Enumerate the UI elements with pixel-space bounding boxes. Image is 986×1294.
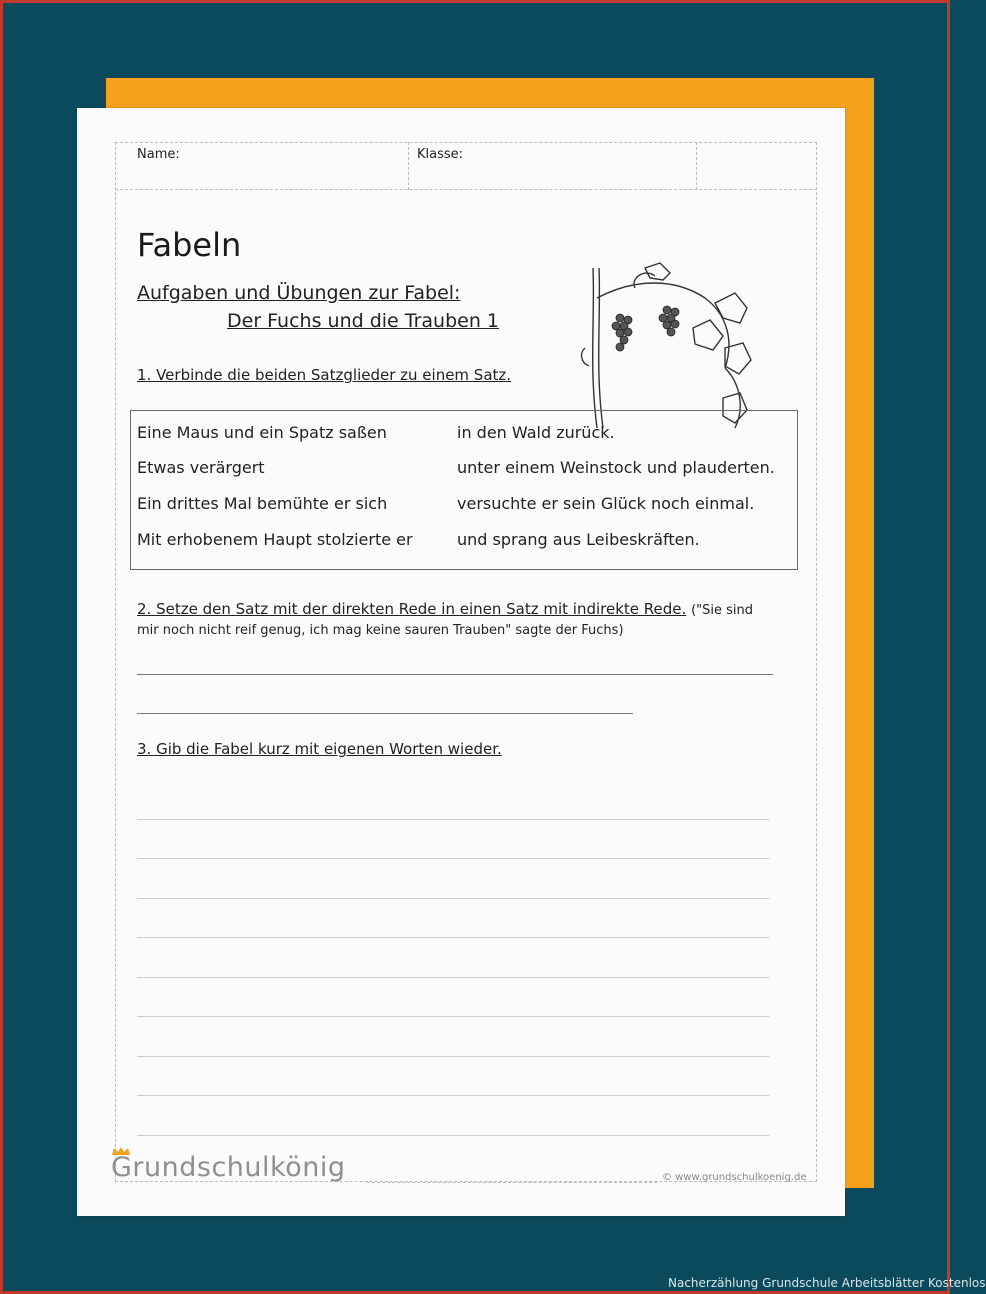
name-field[interactable] <box>115 142 409 190</box>
extra-field <box>697 142 817 190</box>
left-phrase[interactable]: Eine Maus und ein Spatz saßen <box>137 423 387 442</box>
writing-line[interactable] <box>137 819 769 820</box>
name-label: Name: <box>137 147 180 162</box>
task-2-main: 2. Setze den Satz mit der direkten Rede in einen Satz mit indirekte Rede. <box>137 600 687 618</box>
copyright-text: © www.grundschulkoenig.de <box>662 1172 807 1183</box>
right-phrase[interactable]: und sprang aus Leibeskräften. <box>457 530 700 549</box>
class-label: Klasse: <box>417 147 464 162</box>
grapevine-illustration-icon <box>575 258 765 433</box>
worksheet-page <box>77 108 845 1216</box>
writing-line[interactable] <box>137 977 769 978</box>
left-phrase[interactable]: Mit erhobenem Haupt stolzierte er <box>137 530 413 549</box>
matching-row <box>137 423 787 453</box>
left-phrase[interactable]: Etwas verärgert <box>137 458 265 477</box>
answer-line[interactable] <box>137 674 773 675</box>
task-1-instruction: 1. Verbinde die beiden Satzglieder zu einem Satz. <box>137 366 512 384</box>
matching-row <box>137 494 787 524</box>
matching-row <box>137 458 787 488</box>
answer-line[interactable] <box>137 713 633 714</box>
right-phrase[interactable]: in den Wald zurück. <box>457 423 615 442</box>
matching-box <box>130 410 798 570</box>
task-2-note: ("Sie sind mir noch nicht reif genug, ich mag keine sauren Trauben" sagte der Fuchs) <box>137 603 753 638</box>
task-2-instruction <box>137 600 777 640</box>
page-title: Fabeln <box>137 226 242 264</box>
left-phrase[interactable]: Ein drittes Mal bemühte er sich <box>137 494 388 513</box>
writing-line[interactable] <box>137 937 769 938</box>
subtitle-line-1: Aufgaben und Übungen zur Fabel: <box>137 282 461 304</box>
footer-divider <box>367 1182 657 1183</box>
image-caption: Nacherzählung Grundschule Arbeitsblätter Kostenlos <box>668 1276 986 1290</box>
brand-logo: Grundschulkönig <box>111 1152 346 1183</box>
writing-line[interactable] <box>137 898 769 899</box>
task-3-instruction: 3. Gib die Fabel kurz mit eigenen Worten wieder. <box>137 740 502 758</box>
right-phrase[interactable]: versuchte er sein Glück noch einmal. <box>457 494 755 513</box>
writing-line[interactable] <box>137 1016 769 1017</box>
matching-row <box>137 530 787 560</box>
writing-line[interactable] <box>137 1095 769 1096</box>
header-row <box>115 142 817 190</box>
writing-line[interactable] <box>137 1135 769 1136</box>
subtitle-line-2: Der Fuchs und die Trauben 1 <box>227 310 500 332</box>
writing-line[interactable] <box>137 858 769 859</box>
writing-line[interactable] <box>137 1056 769 1057</box>
class-field[interactable] <box>409 142 697 190</box>
right-phrase[interactable]: unter einem Weinstock und plauderten. <box>457 458 775 477</box>
